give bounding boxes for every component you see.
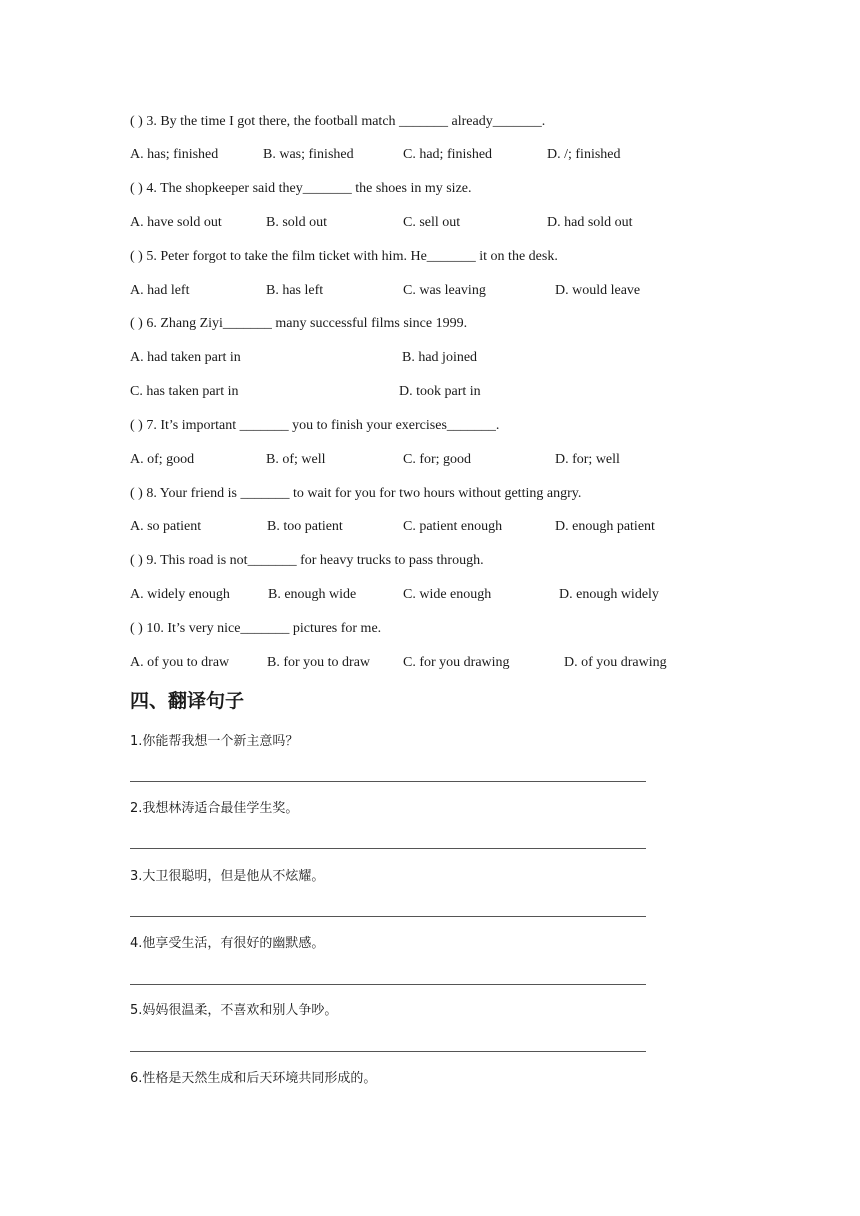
option-a: A. of you to draw [130,655,230,670]
option-b: B. sold out [266,215,328,230]
translation-item-6: 6.性格是天然生成和后天环境共同形成的。 [130,1071,377,1086]
question-4-stem: ( ) 4. The shopkeeper said they_______ the shoes in my size. [130,181,472,196]
option-a: A. had taken part in [130,350,241,365]
section-title-translation: 四、翻译句子 [130,690,245,712]
option-c: C. patient enough [403,519,503,534]
option-b: B. had joined [402,350,478,365]
option-d: D. would leave [555,283,641,298]
answer-line-5[interactable] [130,1051,646,1052]
option-d: D. for; well [555,452,620,467]
question-7-stem: ( ) 7. It’s important _______ you to finish your exercises_______. [130,418,500,433]
option-c: C. was leaving [403,283,486,298]
option-b: B. enough wide [268,587,357,602]
question-3-stem: ( ) 3. By the time I got there, the football match _______ already_______. [130,114,546,129]
translation-item-2: 2.我想林涛适合最佳学生奖。 [130,801,299,816]
translation-item-3: 3.大卫很聪明，但是他从不炫耀。 [130,869,325,884]
option-c: C. had; finished [403,147,493,162]
option-a: A. had left [130,283,190,298]
option-b: B. was; finished [263,147,354,162]
answer-line-3[interactable] [130,916,646,917]
option-a: A. widely enough [130,587,230,602]
translation-item-5: 5.妈妈很温柔，不喜欢和别人争吵。 [130,1003,338,1018]
option-c: C. sell out [403,215,461,230]
answer-line-4[interactable] [130,984,646,985]
option-c: C. for you drawing [403,655,510,670]
option-d: D. of you drawing [564,655,667,670]
question-5-options [0,282,860,300]
option-a: A. so patient [130,519,202,534]
question-5-stem: ( ) 5. Peter forgot to take the film ticket with him. He_______ it on the desk. [130,249,558,264]
answer-line-2[interactable] [130,848,646,849]
option-a: A. of; good [130,452,195,467]
option-d: D. enough widely [559,587,659,602]
question-10-options [0,654,860,672]
option-c: C. for; good [403,452,472,467]
question-6-stem: ( ) 6. Zhang Ziyi_______ many successful films since 1999. [130,316,468,331]
question-6-options-row2 [0,383,860,401]
question-8-options [0,518,860,536]
question-8-stem: ( ) 8. Your friend is _______ to wait for you for two hours without getting angry. [130,486,582,501]
question-6-options-row1 [0,349,860,367]
option-c: C. has taken part in [130,384,239,399]
option-b: B. has left [266,283,324,298]
question-3-options [0,146,860,164]
question-4-options [0,214,860,232]
option-d: D. had sold out [547,215,633,230]
option-b: B. for you to draw [267,655,371,670]
option-d: D. took part in [399,384,481,399]
answer-line-1[interactable] [130,781,646,782]
translation-item-1: 1.你能帮我想一个新主意吗？ [130,734,299,749]
option-a: A. have sold out [130,215,222,230]
question-9-stem: ( ) 9. This road is not_______ for heavy trucks to pass through. [130,553,484,568]
question-10-stem: ( ) 10. It’s very nice_______ pictures for me. [130,621,382,636]
option-d: D. /; finished [547,147,621,162]
translation-item-4: 4.他享受生活，有很好的幽默感。 [130,936,325,951]
option-d: D. enough patient [555,519,655,534]
option-c: C. wide enough [403,587,492,602]
option-b: B. of; well [266,452,326,467]
option-b: B. too patient [267,519,343,534]
question-9-options [0,586,860,604]
question-7-options [0,451,860,469]
option-a: A. has; finished [130,147,219,162]
